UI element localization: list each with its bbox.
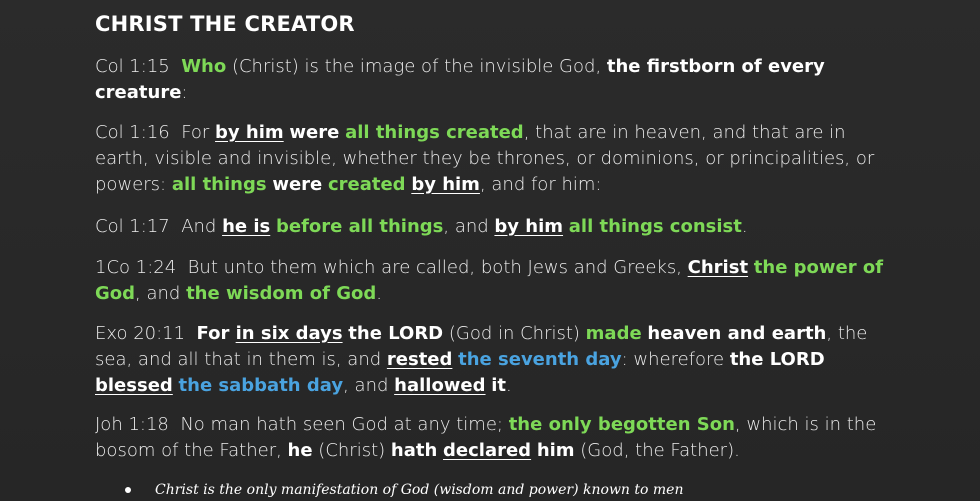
verse-reference: Exo 20:11 <box>95 323 186 344</box>
verse-col-1-15 <box>95 54 895 106</box>
bullet-item <box>125 480 683 500</box>
verse-text-segment: all things consist <box>568 216 742 237</box>
verse-text-segment: the only begotten Son <box>508 414 735 435</box>
verse-text-segment: Christ <box>687 257 749 278</box>
verse-text-segment: by him <box>215 122 284 143</box>
verse-reference: Col 1:17 <box>95 216 170 237</box>
verse-text-segment: were <box>289 122 340 143</box>
verse-text-segment: (Christ) is the image of the invisible God, <box>226 56 607 77</box>
verse-text-segment: in six days <box>235 323 343 344</box>
verse-text-segment: No man hath seen God at any time; <box>180 414 509 435</box>
verse-text-segment: heaven and earth <box>647 323 827 344</box>
verse-text-segment: But unto them which are called, both Jews and Greeks, <box>187 257 688 278</box>
verse-reference: Joh 1:18 <box>95 414 169 435</box>
verse-text-segment: he <box>287 440 313 461</box>
verse-reference: Col 1:16 <box>95 122 170 143</box>
verse-text-segment: the wisdom of God <box>186 283 377 304</box>
verse-text-segment: the sabbath day <box>178 375 344 396</box>
verse-text-segment: (God, the Father). <box>574 440 740 461</box>
verse-text-segment: created <box>327 174 406 195</box>
bullet-text: Christ is the only manifestation of God (wisdom and power) known to men <box>155 482 684 498</box>
verse-text-segment: he is <box>222 216 271 237</box>
verse-text-segment: For <box>196 323 236 344</box>
verse-text-segment: the LORD <box>729 349 825 370</box>
verse-text-segment: all things <box>171 174 267 195</box>
verse-text-segment: , and <box>443 216 495 237</box>
verse-text-segment: blessed <box>95 375 173 396</box>
verse-text-segment: were <box>272 174 323 195</box>
verse-text-segment: by him <box>411 174 480 195</box>
verse-text-segment: , and <box>343 375 395 396</box>
verse-text-segment: . <box>376 283 382 304</box>
page-title: CHRIST THE CREATOR <box>95 12 355 36</box>
verse-text-segment: (God in Christ) <box>443 323 586 344</box>
verse-text-segment: before all things <box>275 216 444 237</box>
verse-text-segment: the firstborn of every creature <box>95 56 825 103</box>
verse-text-segment: , the sea, and all that in them is, and <box>95 323 868 370</box>
verse-text-segment: him <box>536 440 575 461</box>
bullet-list <box>125 480 683 500</box>
verse-text-segment: , and for him: <box>479 174 602 195</box>
verse-text-segment: hallowed <box>394 375 486 396</box>
verse-text-segment: . <box>506 375 512 396</box>
verse-joh-1-18 <box>95 412 895 464</box>
verse-text-segment: the power of God <box>95 257 884 304</box>
verse-text-segment: (Christ) <box>312 440 391 461</box>
bullet-dot-icon <box>125 487 131 493</box>
verse-exo-20-11 <box>95 321 895 399</box>
verse-reference: 1Co 1:24 <box>95 257 177 278</box>
verse-text-segment: the seventh day <box>458 349 622 370</box>
verse-text-segment: hath <box>390 440 438 461</box>
verse-text-segment: all things created <box>345 122 524 143</box>
verse-text-segment: declared <box>443 440 532 461</box>
verse-text-segment: , that are in heaven, and that are in earth, visible and invisible, whether they be thrones, or dominions, or principalities, or powers: <box>95 122 875 195</box>
verse-text-segment: , which is in the bosom of the Father, <box>95 414 877 461</box>
verse-text-segment: rested <box>386 349 453 370</box>
verse-1co-1-24 <box>95 255 895 307</box>
verse-text-segment: . <box>741 216 748 237</box>
verse-text-segment: it <box>491 375 507 396</box>
verse-text-segment: And <box>181 216 223 237</box>
verse-text-segment: : wherefore <box>621 349 730 370</box>
verse-text-segment: , and <box>135 283 187 304</box>
verse-text-segment: made <box>585 323 642 344</box>
verse-text-segment: : <box>181 82 188 103</box>
verse-text-segment: Who <box>181 56 227 77</box>
verse-text-segment: by him <box>494 216 564 237</box>
verse-text-segment: the LORD <box>348 323 444 344</box>
verse-col-1-17 <box>95 214 895 240</box>
verse-reference: Col 1:15 <box>95 56 170 77</box>
verse-text-segment: For <box>181 122 216 143</box>
verse-col-1-16 <box>95 120 895 198</box>
